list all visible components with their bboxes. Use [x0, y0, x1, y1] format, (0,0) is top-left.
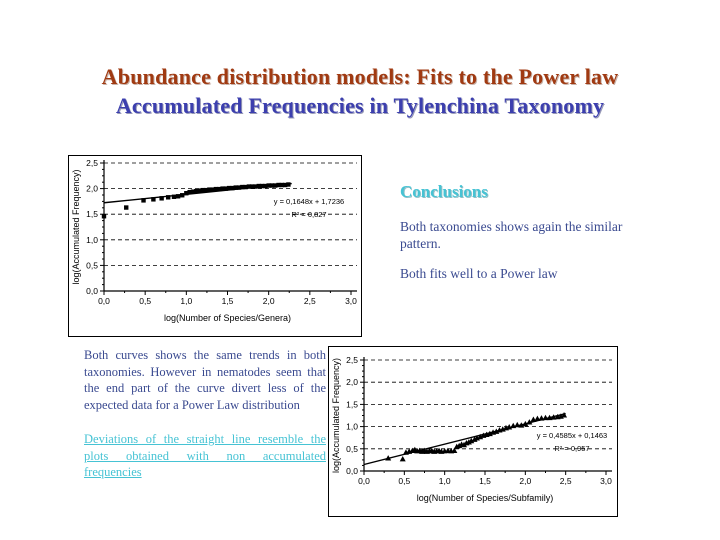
slide-title: Abundance distribution models: Fits to the Power law — [101, 64, 619, 89]
svg-text:2,5: 2,5 — [346, 355, 358, 365]
notes-paragraph: Both curves shows the same trends in both taxonomies. However in nematodes seem that the end part of the curve divert less of the expected data for a Power Law distribution — [84, 348, 326, 412]
svg-text:log(Accumulated Frequency): log(Accumulated Frequency) — [331, 357, 341, 474]
svg-text:1,0: 1,0 — [180, 296, 193, 306]
svg-text:log(Number of Species/Genera): log(Number of Species/Genera) — [163, 313, 292, 323]
subfamily-chart-canvas — [329, 347, 617, 516]
conclusions-section — [400, 182, 658, 295]
svg-text:3,0: 3,0 — [345, 296, 357, 306]
svg-text:log(Accumulated Frequency): log(Accumulated Frequency) — [71, 169, 81, 285]
svg-text:y = 0,4585x + 0,1463: y = 0,4585x + 0,1463 — [536, 431, 608, 440]
svg-text:0,5: 0,5 — [86, 260, 98, 271]
svg-text:0,5: 0,5 — [139, 296, 152, 306]
svg-text:1,5: 1,5 — [346, 399, 358, 410]
conclusions-heading: Conclusions — [400, 182, 488, 201]
svg-text:2,5: 2,5 — [559, 476, 572, 486]
svg-text:1,5: 1,5 — [479, 476, 491, 486]
svg-text:y = 0,1648x + 1,7236: y = 0,1648x + 1,7236 — [273, 197, 345, 206]
svg-text:0,0: 0,0 — [358, 476, 370, 486]
svg-text:1,0: 1,0 — [346, 421, 358, 432]
svg-text:2,5: 2,5 — [86, 158, 98, 168]
svg-text:0,5: 0,5 — [398, 476, 411, 486]
svg-text:2,0: 2,0 — [262, 296, 275, 306]
svg-text:1,5: 1,5 — [221, 296, 234, 306]
genera-chart-canvas — [69, 156, 361, 336]
notes-section — [84, 347, 326, 481]
svg-text:0,0: 0,0 — [346, 466, 358, 476]
conclusions-paragraph-1: Both taxonomies shows again the similar pattern. — [400, 219, 623, 251]
svg-text:3,0: 3,0 — [600, 476, 612, 486]
svg-text:2,0: 2,0 — [86, 183, 98, 194]
svg-text:0,0: 0,0 — [86, 286, 98, 296]
svg-text:0,5: 0,5 — [346, 443, 358, 454]
svg-text:R² = 0,827: R² = 0,827 — [291, 210, 327, 219]
svg-text:2,5: 2,5 — [303, 296, 316, 306]
svg-text:log(Number of Species/Subfamil: log(Number of Species/Subfamily) — [416, 493, 554, 503]
svg-text:2,0: 2,0 — [519, 476, 532, 486]
subfamily-chart — [328, 346, 618, 517]
svg-text:2,0: 2,0 — [346, 377, 358, 388]
svg-text:1,5: 1,5 — [86, 209, 98, 220]
conclusions-paragraph-2: Both fits well to a Power law — [400, 266, 558, 281]
svg-text:1,0: 1,0 — [438, 476, 451, 486]
genera-chart — [68, 155, 362, 337]
deviations-link[interactable]: Deviations of the straight line resemble the plots obtained with non accumulated frequencies — [84, 432, 326, 479]
svg-text:0,0: 0,0 — [98, 296, 110, 306]
svg-text:R² = 0,957: R² = 0,957 — [554, 444, 590, 453]
slide-subtitle: Accumulated Frequencies in Tylenchina Taxonomy — [115, 93, 605, 118]
svg-text:1,0: 1,0 — [86, 234, 98, 245]
